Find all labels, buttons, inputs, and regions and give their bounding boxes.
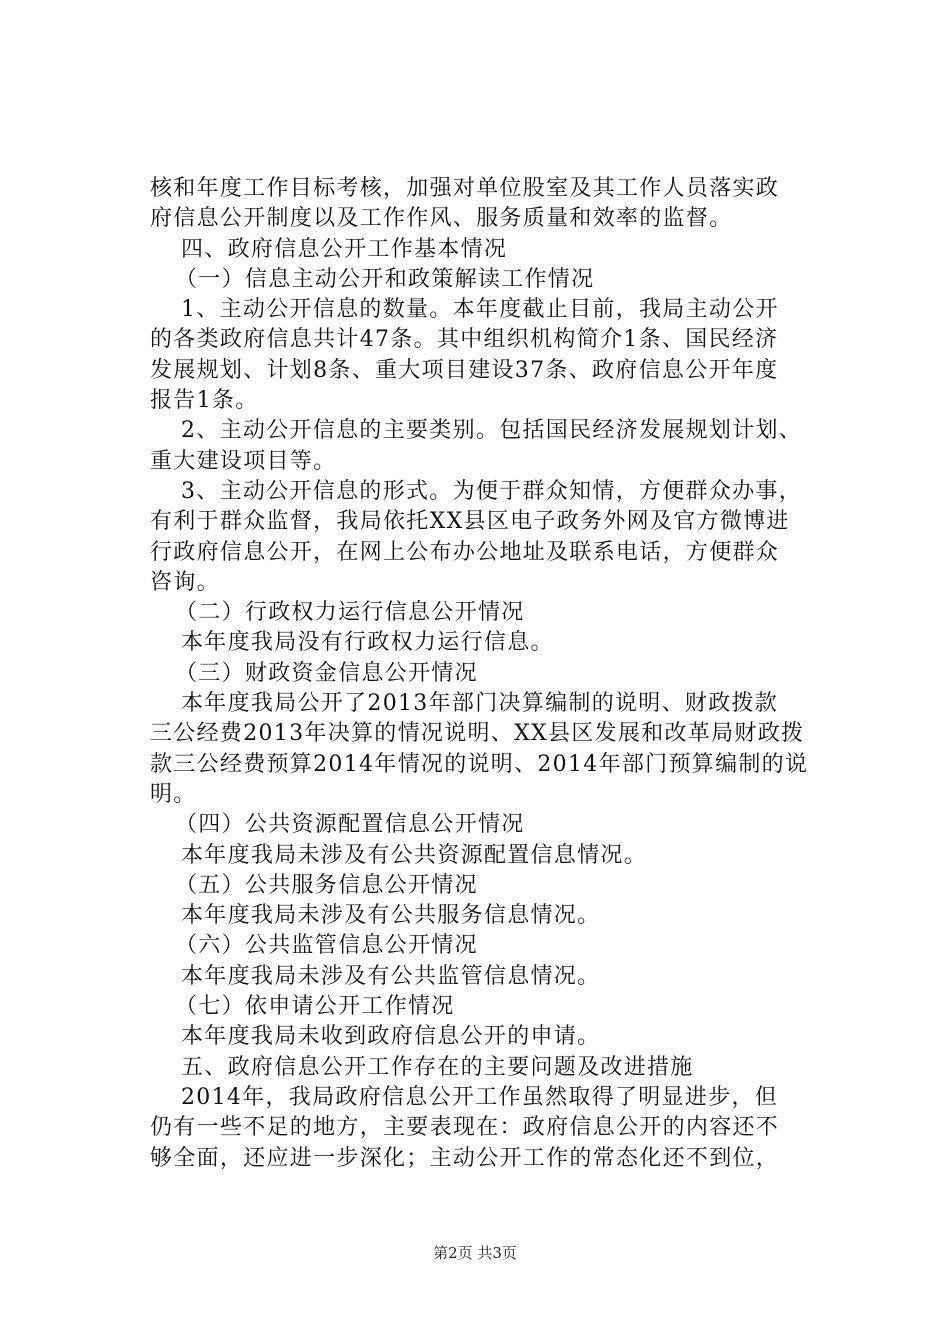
text-line: 咨询。 [150,569,220,595]
text-line: （三）财政资金信息公开情况 [175,660,478,686]
text-line: 本年度我局未涉及有公共监管信息情况。 [181,963,601,989]
text-line: 发展规划、计划8条、重大项目建设37条、政府信息公开年度 [150,357,779,383]
text-line: 核和年度工作目标考核，加强对单位股室及其工作人员落实政 [150,176,780,201]
text-line: （一）信息主动公开和政策解读工作情况 [175,266,595,292]
text-line: （六）公共监管信息公开情况 [175,933,478,959]
text-line: 行政府信息公开，在网上公布办公地址及联系电话，方便群众 [150,539,780,565]
text-line: 2、主动公开信息的主要类别。包括国民经济发展规划计划、 [181,418,803,444]
text-line: 府信息公开制度以及工作作风、服务质量和效率的监督。 [150,206,733,232]
text-line: 仍有一些不足的地方，主要表现在：政府信息公开的内容还不 [150,1115,780,1141]
text-line: 本年度我局公开了2013年部门决算编制的说明、财政拨款 [181,691,779,717]
text-line: （七）依申请公开工作情况 [175,994,455,1020]
page-footer: 第2页 共3页 [433,1244,517,1262]
text-line: 本年度我局未涉及有公共服务信息情况。 [181,903,601,929]
text-line: 报告1条。 [150,388,259,414]
text-line: 2014年，我局政府信息公开工作虽然取得了明显进步，但 [181,1084,779,1110]
text-line: 本年度我局没有行政权力运行信息。 [181,630,554,656]
text-line: 三公经费2013年决算的情况说明、XX县区发展和改革局财政拨 [150,721,805,747]
document-body [150,174,810,1174]
text-line: 五、政府信息公开工作存在的主要问题及改进措施 [181,1054,694,1080]
text-line: 1、主动公开信息的数量。本年度截止目前，我局主动公开 [181,297,779,323]
text-line: 四、政府信息公开工作基本情况 [181,236,508,262]
text-line: 的各类政府信息共计47条。其中组织机构简介1条、国民经济 [150,327,779,353]
text-line: 重大建设项目等。 [150,448,337,474]
text-line: （二）行政权力运行信息公开情况 [175,600,525,626]
text-line: 3、主动公开信息的形式。为便于群众知情，方便群众办事， [181,478,803,504]
text-line: 款三公经费预算2014年情况的说明、2014年部门预算编制的说 [150,751,809,777]
text-line: 够全面，还应进一步深化；主动公开工作的常态化还不到位， [150,1145,780,1171]
text-line: 本年度我局未收到政府信息公开的申请。 [181,1024,601,1050]
text-line: （五）公共服务信息公开情况 [175,872,478,898]
text-line: 本年度我局未涉及有公共资源配置信息情况。 [181,842,648,868]
text-line: （四）公共资源配置信息公开情况 [175,812,525,838]
text-line: 有利于群众监督，我局依托XX县区电子政务外网及官方微博进 [150,509,790,535]
text-line: 明。 [150,781,197,807]
